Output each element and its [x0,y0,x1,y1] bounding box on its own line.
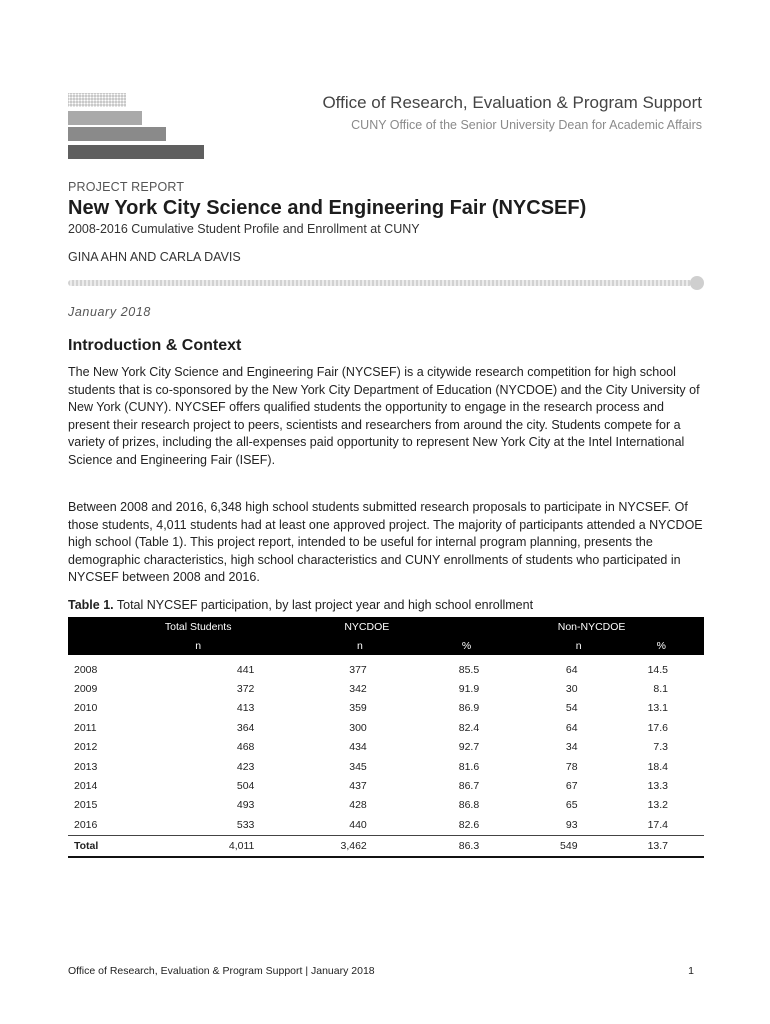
report-subtitle: 2008-2016 Cumulative Student Profile and Enrollment at CUNY [68,222,420,236]
cell-total: 413 [236,702,255,715]
cell-nycdoe-n: 359 [349,702,367,715]
cell-non-pct: 18.4 [647,760,668,773]
header-blank [68,617,142,636]
cell-nycdoe-pct: 81.6 [458,760,480,773]
divider-knob [690,276,704,290]
cell-non-pct: 7.3 [653,741,668,754]
cell-non-n: 54 [565,702,578,715]
cell-total: 468 [236,741,255,754]
cell-year: 2012 [74,741,98,754]
table-caption [68,598,533,612]
cell-nycdoe-n: 377 [349,663,367,676]
cell-nycdoe-n: 434 [349,741,367,754]
intro-paragraph-1: The New York City Science and Engineering Fair (NYCSEF) is a citywide research competition for high school students that is co-sponsored by the New York City Department of Education (NYCDOE) and the City University of New York (CUNY). NYCSEF offers qualified students the opportunity to engage in the research process and present their research project to peers, scientists and researchers from around the city. Students compete for a variety of prizes, including the all-expenses paid opportunity to represent New York City at the Intel International Science and Engineering Fair (ISEF). [68,365,700,467]
cell-non-n: 64 [565,663,578,676]
cell-total-total: 4,011 [142,835,254,857]
cell-nycdoe-pct: 91.9 [458,683,480,696]
header-total-students: Total Students [142,617,254,636]
cell-non-n: 64 [565,721,578,734]
org-subtitle: CUNY Office of the Senior University Dean for Academic Affairs [351,118,702,132]
table-row [68,699,704,718]
table-row [68,679,704,698]
table-body [68,655,704,857]
cell-total-non-n: 549 [479,835,591,857]
cell-nycdoe-n: 342 [349,683,367,696]
cell-year: 2014 [74,780,98,793]
report-authors: GINA AHN AND CARLA DAVIS [68,250,241,264]
table-row [68,815,704,835]
table-total-row [68,835,704,857]
cell-total: 493 [236,799,255,812]
cell-nycdoe-pct: 86.7 [458,780,480,793]
cell-total-nycdoe-pct: 86.3 [367,835,479,857]
logo-bar-4 [68,145,204,159]
participation-table [68,617,704,858]
report-title: New York City Science and Engineering Fair (NYCSEF) [68,197,587,219]
cell-nycdoe-n: 437 [349,780,367,793]
cell-total-nycdoe-n: 3,462 [254,835,366,857]
report-date: January 2018 [68,305,151,319]
cell-non-pct: 14.5 [647,663,668,676]
subheader-non-pct: % [592,636,704,655]
cell-non-n: 65 [565,799,578,812]
report-label: PROJECT REPORT [68,180,185,194]
cell-non-n: 34 [565,741,578,754]
subheader-nycdoe-n: n [254,636,366,655]
cell-nycdoe-pct: 92.7 [458,741,480,754]
cell-non-pct: 13.1 [647,702,668,715]
subheader-nycdoe-pct: % [367,636,479,655]
page-number: 1 [688,965,694,977]
table-row [68,718,704,737]
cell-year: 2011 [74,721,97,734]
cell-non-n: 67 [565,780,578,793]
table-row [68,655,704,679]
cell-non-n: 78 [565,760,578,773]
cell-total: 441 [236,663,255,676]
cell-non-pct: 8.1 [653,683,668,696]
table-caption-text: Total NYCSEF participation, by last project year and high school enrollment [116,598,534,612]
logo-bar-1 [68,93,126,107]
section-divider [68,280,692,286]
cell-total: 533 [142,815,254,835]
cell-nycdoe-pct: 86.9 [458,702,480,715]
table-caption-label: Table 1. [68,598,114,612]
cell-total-non-pct: 13.7 [592,835,704,857]
cell-non-pct: 17.4 [592,815,704,835]
cell-year: 2009 [74,683,98,696]
logo-bar-3 [68,127,166,141]
cell-non-pct: 13.2 [647,799,668,812]
subheader-total-n: n [142,636,254,655]
header-non-nycdoe: Non-NYCDOE [479,617,704,636]
table-row [68,796,704,815]
cell-total: 423 [236,760,255,773]
footer-text: Office of Research, Evaluation & Program Support | January 2018 [68,965,375,977]
subheader-non-n: n [479,636,591,655]
logo-bar-2 [68,111,142,125]
cell-non-n: 30 [565,683,578,696]
cell-year: 2015 [74,799,98,812]
cell-nycdoe-pct: 82.4 [458,721,480,734]
cell-nycdoe-n: 428 [349,799,367,812]
cell-nycdoe-n: 300 [349,721,367,734]
intro-paragraph-2: Between 2008 and 2016, 6,348 high school students submitted research proposals to participate in NYCSEF. Of those students, 4,011 students had at least one approved project. The majority of participants attended a NYCDOE high school (Table 1). This project report, intended to be useful for internal program planning, presents the demographic characteristics, high school characteristics and CUNY enrollments of students who participated in NYCSEF between 2008 and 2016. [68,500,703,585]
cell-year: 2016 [68,815,142,835]
header-nycdoe: NYCDOE [254,617,479,636]
cell-total-label: Total [68,835,142,857]
table-row [68,738,704,757]
cell-non-n: 93 [479,815,591,835]
subheader-blank [68,636,142,655]
cell-year: 2013 [74,760,98,773]
cell-total: 504 [236,780,255,793]
cell-nycdoe-n: 440 [254,815,366,835]
cell-non-pct: 13.3 [647,780,668,793]
cell-total: 364 [236,721,255,734]
cell-year: 2010 [74,702,98,715]
cell-year: 2008 [74,663,98,676]
cell-nycdoe-pct: 85.5 [458,663,480,676]
cell-total: 372 [236,683,255,696]
cell-non-pct: 17.6 [647,721,668,734]
cell-nycdoe-pct: 82.6 [367,815,479,835]
cell-nycdoe-pct: 86.8 [458,799,480,812]
org-title: Office of Research, Evaluation & Program Support [322,93,702,112]
table-group-header-row [68,617,704,636]
intro-heading: Introduction & Context [68,337,242,354]
table-row [68,757,704,776]
table-row [68,776,704,795]
cell-nycdoe-n: 345 [349,760,367,773]
table-sub-header-row [68,636,704,655]
